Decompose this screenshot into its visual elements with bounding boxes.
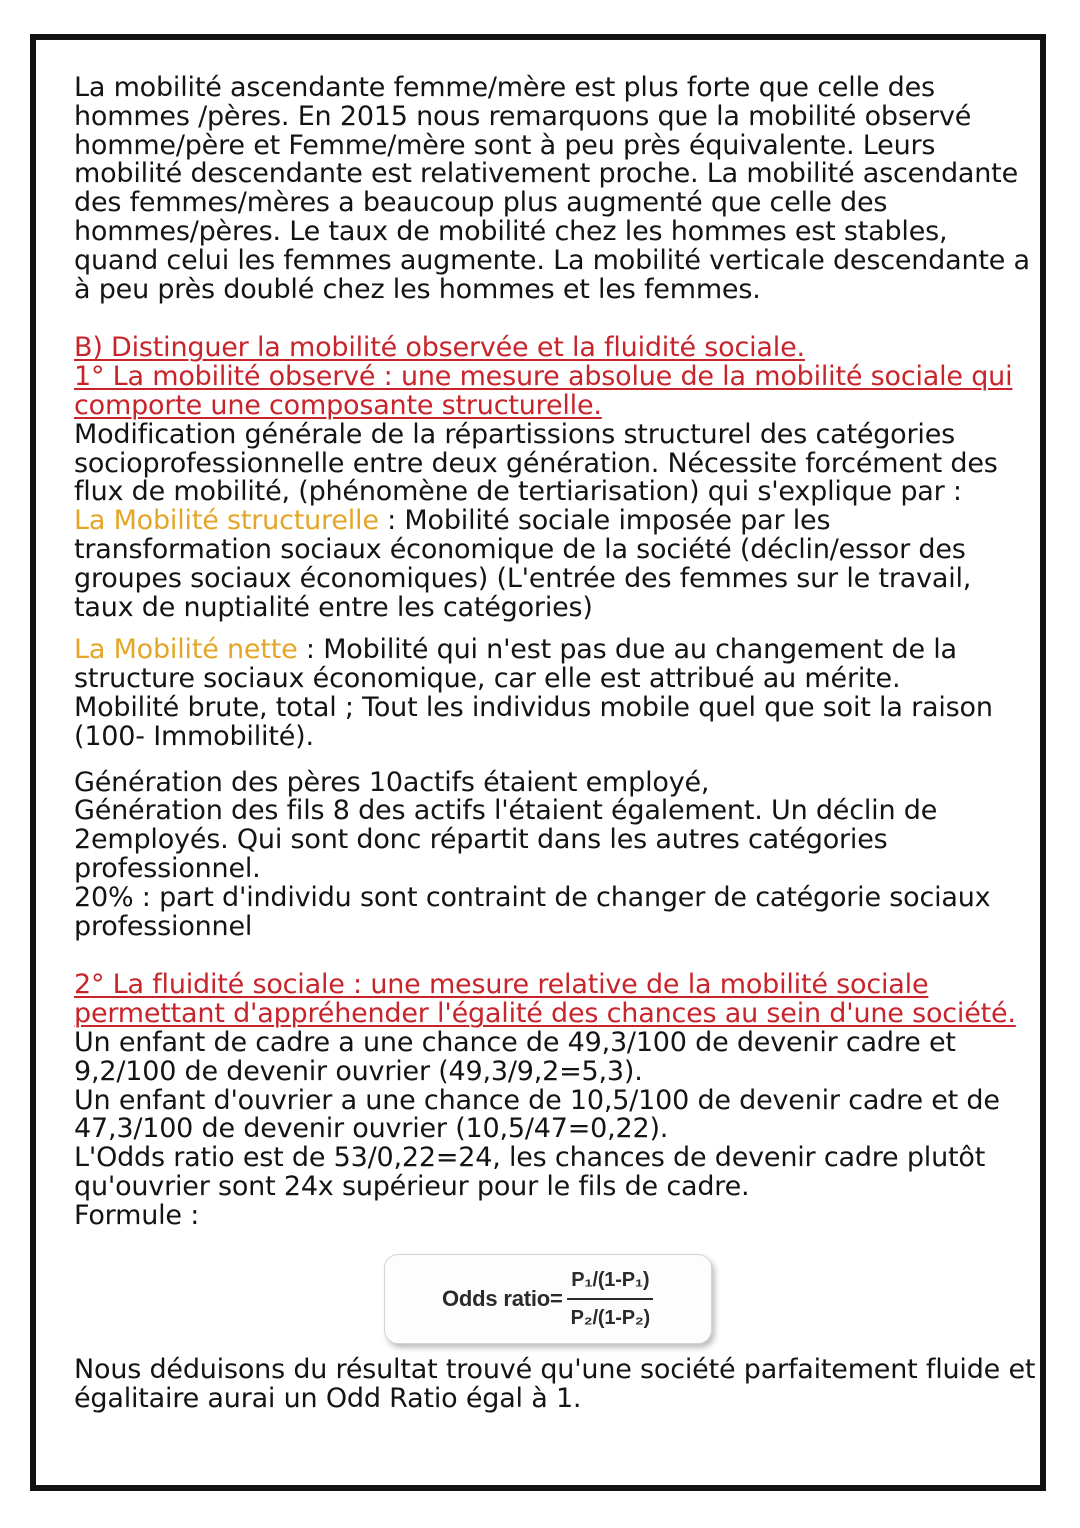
example-fathers: Génération des pères 10actifs étaient employé, — [74, 766, 710, 798]
example-sons: Génération des fils 8 des actifs l'étaient également. Un déclin de 2employés. Qui sont donc répartit dans les autres catégories professionnel. — [74, 795, 938, 884]
formula-area — [74, 1244, 1036, 1356]
definition-text: : Mobilité sociale imposée par les transformation sociaux économique de la société (déclin/essor des groupes sociaux économiques) (L'entrée des femmes sur le travail, taux de nuptialité entre les catégories) — [74, 505, 972, 623]
formula-fraction — [567, 1266, 654, 1334]
definition-net-mobility — [74, 636, 1036, 694]
fluidity-worker-child: Un enfant d'ouvrier a une chance de 10,5/100 de devenir cadre et de 47,3/100 de devenir ouvrier (10,5/47=0,22). — [74, 1084, 1000, 1145]
definition-structural-mobility — [74, 507, 1036, 622]
term-structural-mobility: La Mobilité structurelle — [74, 505, 379, 537]
subheading-observed-mobility: 1° La mobilité observé : une mesure absolue de la mobilité sociale qui comporte une composante structurelle. — [74, 361, 1013, 421]
section-heading-b: B) Distinguer la mobilité observée et la fluidité sociale. — [74, 332, 805, 364]
page-frame — [30, 34, 1046, 1491]
paragraph-mobility-comparison: La mobilité ascendante femme/mère est plus forte que celle des hommes /pères. En 2015 nous remarquons que la mobilité observé homme/père et Femme/mère sont à peu près équivalente. Leurs mobilité descendante est relativement proche. La mobilité ascendante des femmes/mères a beaucoup plus augmenté que celle des hommes/pères. Le taux de mobilité chez les hommes est stables, quand celui les femmes augmente. La mobilité verticale descendante a à peu près doublé chez les hommes et les femmes. — [74, 72, 1030, 305]
formula-label: Formule : — [74, 1199, 200, 1231]
formula-denominator: P₂/(1-P₂) — [570, 1307, 650, 1330]
subheading-social-fluidity: 2° La fluidité sociale : une mesure relative de la mobilité sociale permettant d'appréhender l'égalité des chances au sein d'une société. — [74, 969, 1016, 1030]
definition-text: : Mobilité qui n'est pas due au changement de la structure sociaux économique, car elle est attribué au mérite. — [74, 634, 957, 695]
document-body — [74, 74, 1036, 1414]
paragraph-structural-modification: Modification générale de la répartissions structurel des catégories socioprofessionnelle entre deux génération. Nécessite forcément des flux de mobilité, (phénomène de tertiarisation) qui s'explique par : — [74, 418, 998, 508]
fluidity-executive-child: Un enfant de cadre a une chance de 49,3/100 de devenir cadre et 9,2/100 de devenir ouvrier (49,3/9,2=5,3). — [74, 1026, 956, 1087]
paragraph-gross-mobility: Mobilité brute, total ; Tout les individus mobile quel que soit la raison (100- Immobilité). — [74, 691, 993, 752]
formula-numerator: P₁/(1-P₁) — [567, 1266, 653, 1301]
term-net-mobility: La Mobilité nette — [74, 634, 298, 666]
odds-ratio-formula-box — [384, 1254, 712, 1344]
example-share: 20% : part d'individu sont contraint de changer de catégorie sociaux professionnel — [74, 881, 991, 942]
formula-lhs: Odds ratio= — [442, 1286, 563, 1312]
odds-ratio-result: L'Odds ratio est de 53/0,22=24, les chances de devenir cadre plutôt qu'ouvrier sont 24x supérieur pour le fils de cadre. — [74, 1142, 986, 1202]
conclusion-paragraph: Nous déduisons du résultat trouvé qu'une société parfaitement fluide et égalitaire aurai un Odd Ratio égal à 1. — [74, 1354, 1036, 1415]
